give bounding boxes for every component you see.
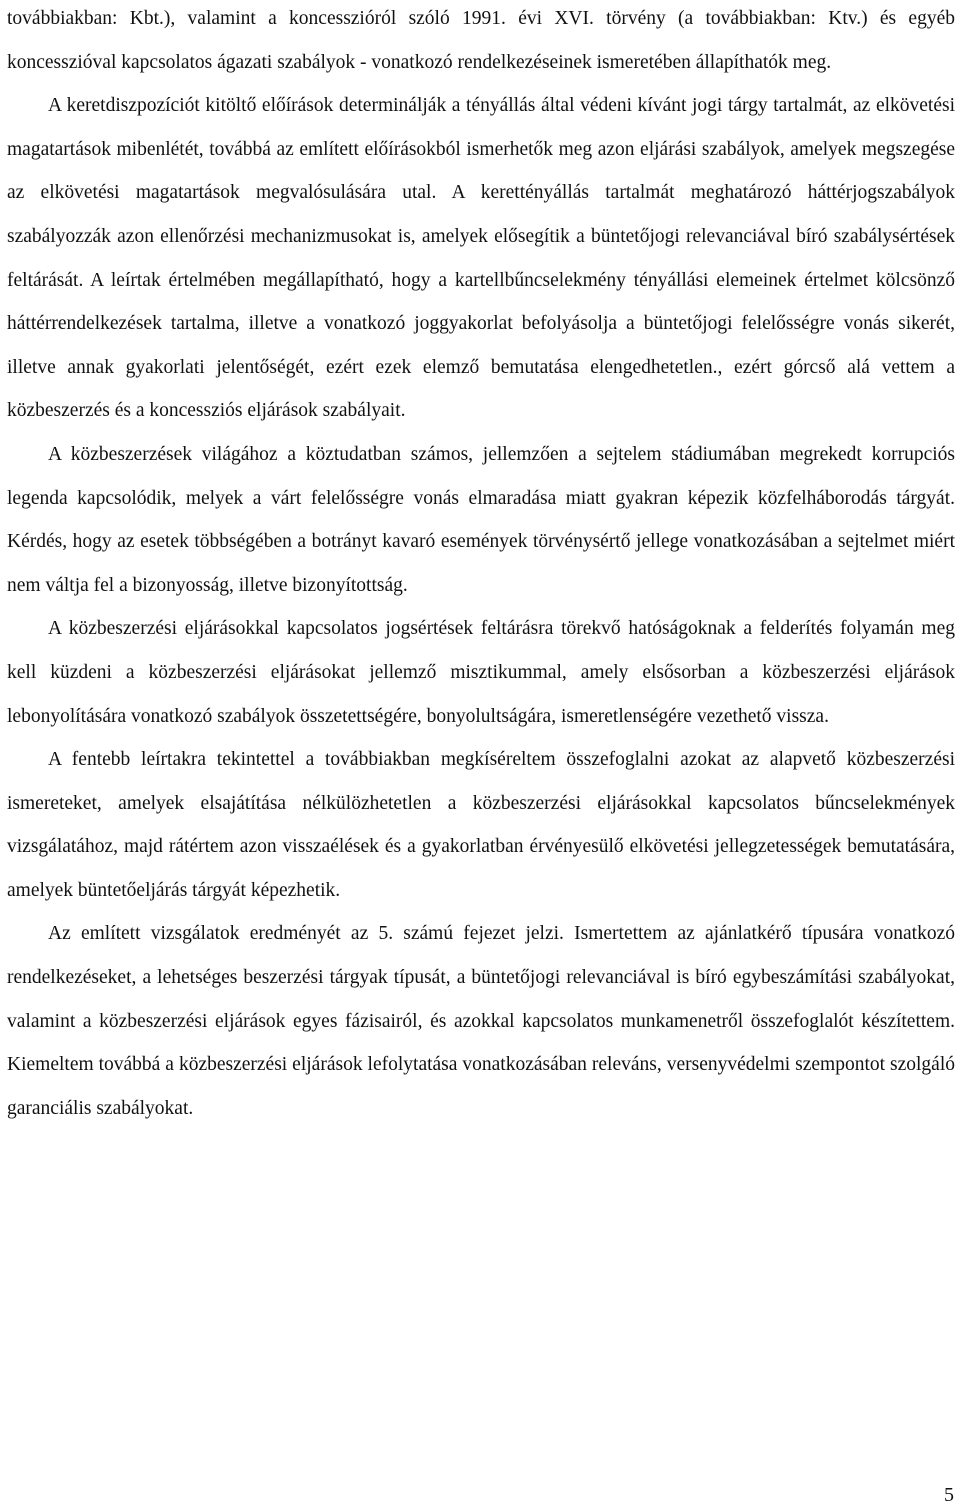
- paragraph: A közbeszerzési eljárásokkal kapcsolatos jogsértések feltárásra törekvő hatóságoknak a felderítés folyamán meg kell küzdeni a közbeszerzési eljárásokat jellemző misztikummal, amely elsősorban a közbeszerzési eljárások lebonyolítására vonatkozó szabályok összetettségére, bonyolultságára, ismeretlenségére vezethető vissza.: [7, 618, 955, 727]
- page-number: 5: [944, 1484, 954, 1506]
- paragraph: továbbiakban: Kbt.), valamint a koncesszióról szóló 1991. évi XVI. törvény (a továbbiakban: Ktv.) és egyéb koncesszióval kapcsolatos ágazati szabályok - vonatkozó rendelkezéseinek ismeretében állapíthatók meg.: [7, 8, 955, 73]
- paragraph: A keretdiszpozíciót kitöltő előírások determinálják a tényállás által védeni kívánt jogi tárgy tartalmát, az elkövetési magatartások mibenlétét, továbbá az említett előírásokból ismerhetők meg azon eljárási szabályok, amelyek megszegése az elkövetési magatartások megvalósulására utal. A kerettényállás tartalmát meghatározó háttérjogszabályok szabályozzák azon ellenőrzési mechanizmusokat is, amelyek elősegítik a büntetőjogi relevanciával bíró szabálysértések feltárását. A leírtak értelmében megállapítható, hogy a kartellbűncselekmény tényállási elemeinek értelmet kölcsönző háttérrendelkezések tartalma, illetve a vonatkozó joggyakorlat befolyásolja a büntetőjogi felelősségre vonás sikerét, illetve annak gyakorlati jelentőségét, ezért ezek elemző bemutatása elengedhetetlen., ezért górcső alá vettem a közbeszerzés és a koncessziós eljárások szabályait.: [7, 95, 955, 422]
- paragraph: Az említett vizsgálatok eredményét az 5. számú fejezet jelzi. Ismertettem az ajánlatkérő típusára vonatkozó rendelkezéseket, a lehetséges beszerzési tárgyak típusát, a büntetőjogi relevanciával is bíró egybeszámítási szabályokat, valamint a közbeszerzési eljárások egyes fázisairól, és azokkal kapcsolatos munkamenetről összefoglalót készítettem. Kiemeltem továbbá a közbeszerzési eljárások lefolytatása vonatkozásában releváns, versenyvédelmi szempontot szolgáló garanciális szabályokat.: [7, 923, 955, 1119]
- paragraph: A közbeszerzések világához a köztudatban számos, jellemzően a sejtelem stádiumában megrekedt korrupciós legenda kapcsolódik, melyek a várt felelősségre vonás elmaradása miatt gyakran képezik közfelháborodás tárgyát. Kérdés, hogy az esetek többségében a botrányt kavaró események törvénysértő jellege vonatkozásában a sejtelmet miért nem váltja fel a bizonyosság, illetve bizonyítottság.: [7, 443, 955, 596]
- paragraph: A fentebb leírtakra tekintettel a továbbiakban megkíséreltem összefoglalni azokat az alapvető közbeszerzési ismereteket, amelyek elsajátítása nélkülözhetetlen a közbeszerzési eljárásokkal kapcsolatos bűncselekmények vizsgálatához, majd rátértem azon visszaélések és a gyakorlatban érvényesülő elkövetési jellegzetességek bemutatására, amelyek büntetőeljárás tárgyát képezhetik.: [7, 749, 955, 901]
- body-text: [7, 0, 955, 1130]
